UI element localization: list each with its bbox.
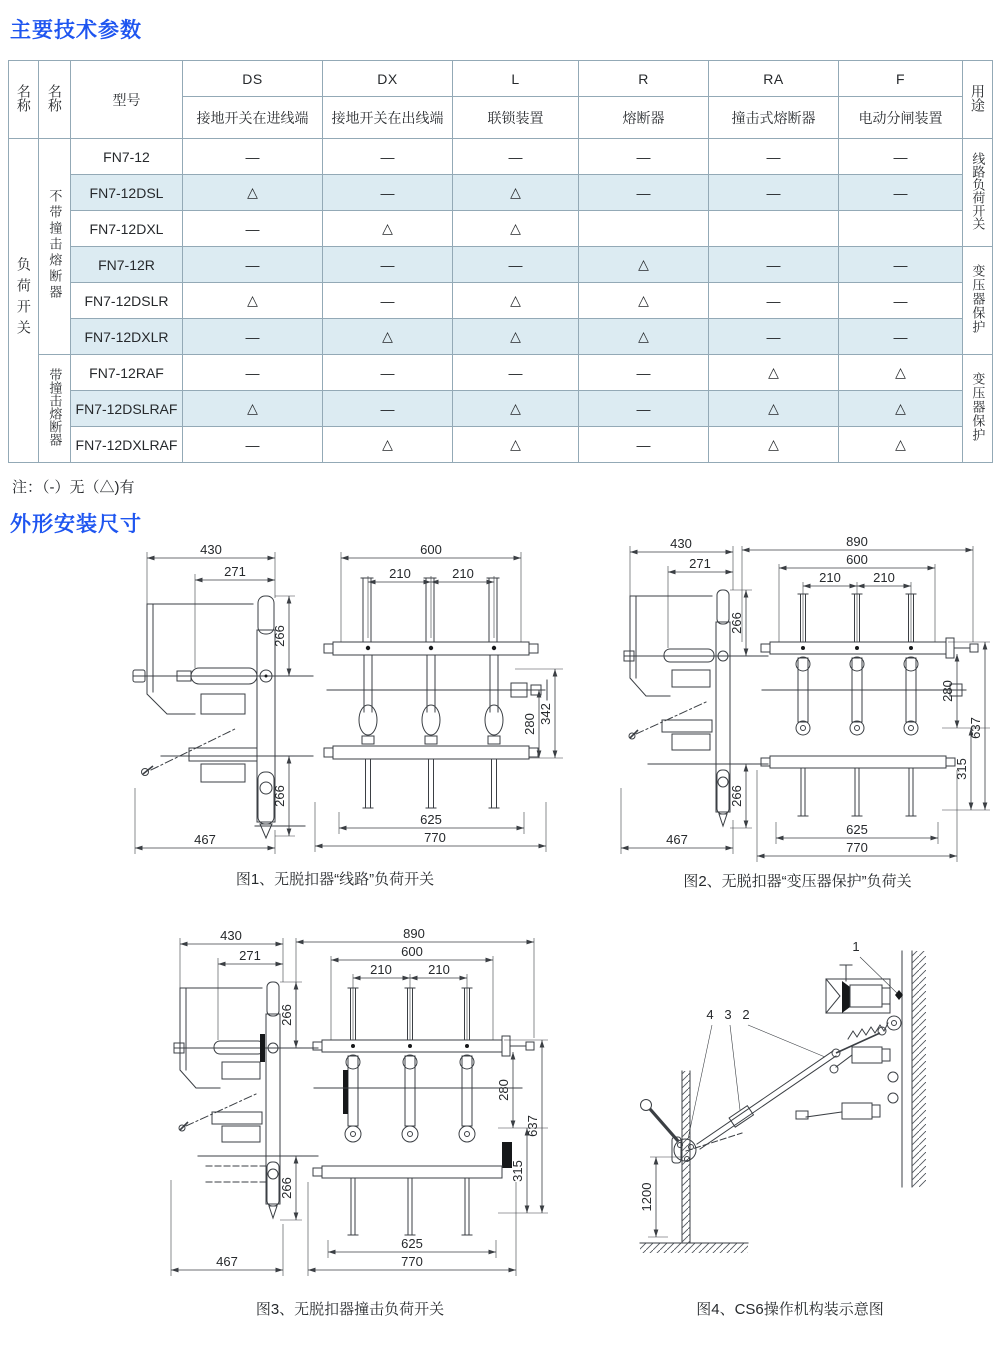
dim-625: 625 <box>420 812 442 827</box>
cell-dx: — <box>323 175 453 211</box>
table-row <box>9 427 993 463</box>
model-cell: FN7-12DXLR <box>71 319 183 355</box>
cell-ds: △ <box>183 391 323 427</box>
dim-266-upper: 266 <box>272 625 287 647</box>
dim-210-b: 210 <box>428 962 450 977</box>
figure4-drawing <box>590 935 990 1285</box>
model-cell: FN7-12DSL <box>71 175 183 211</box>
header-code-f: F <box>839 61 963 97</box>
cell-f <box>839 211 963 247</box>
header-row-codes <box>9 61 993 97</box>
dim-625: 625 <box>846 822 868 837</box>
cell-ra: △ <box>709 355 839 391</box>
header-usage: 用途 <box>963 61 993 139</box>
fig1-front-view <box>324 578 547 808</box>
figure2-caption: 图2、无脱扣器“变压器保护”负荷关 <box>683 873 912 890</box>
dim-467: 467 <box>194 832 216 847</box>
dim-266-lower: 266 <box>279 1177 294 1199</box>
header-code-r: R <box>579 61 709 97</box>
dim-280: 280 <box>940 680 955 702</box>
subgroup-without-striker: 不带撞击熔断器 <box>39 139 71 355</box>
group-label-load-switch: 负荷开关 <box>9 139 39 463</box>
figure1-drawing <box>105 542 565 860</box>
cell-l: △ <box>453 211 579 247</box>
cell-ra: — <box>709 139 839 175</box>
dim-271: 271 <box>689 556 711 571</box>
model-cell: FN7-12DXL <box>71 211 183 247</box>
cell-l: — <box>453 139 579 175</box>
subgroup-with-striker: 带撞击熔断器 <box>39 355 71 463</box>
dim-266-lower: 266 <box>729 785 744 807</box>
dim-271: 271 <box>224 564 246 579</box>
dim-467: 467 <box>666 832 688 847</box>
dim-342: 342 <box>538 703 553 725</box>
dim-210-b: 210 <box>873 570 895 585</box>
header-name-2: 名称 <box>39 61 71 139</box>
table-row <box>9 355 993 391</box>
cell-ds: — <box>183 139 323 175</box>
part-label-4: 4 <box>706 1007 714 1022</box>
cell-f: — <box>839 283 963 319</box>
dim-625: 625 <box>401 1236 423 1251</box>
cell-ra <box>709 211 839 247</box>
model-cell: FN7-12DSLRAF <box>71 391 183 427</box>
cell-ra: — <box>709 283 839 319</box>
cell-r <box>579 211 709 247</box>
cell-f: — <box>839 319 963 355</box>
header-code-ds: DS <box>183 61 323 97</box>
cell-r: △ <box>579 319 709 355</box>
cell-dx: △ <box>323 211 453 247</box>
cell-f: △ <box>839 355 963 391</box>
cell-r: — <box>579 355 709 391</box>
dim-770: 770 <box>424 830 446 845</box>
legend-note: 注：（-）无（△)有 <box>12 479 135 496</box>
cell-dx: — <box>323 355 453 391</box>
cell-ds: △ <box>183 175 323 211</box>
cell-dx: — <box>323 391 453 427</box>
dim-890: 890 <box>846 534 868 549</box>
cell-dx: — <box>323 247 453 283</box>
table-row <box>9 247 993 283</box>
header-code-l: L <box>453 61 579 97</box>
figure4-caption: 图4、CS6操作机构装示意图 <box>696 1301 884 1318</box>
fig3-dimensions <box>171 926 548 1276</box>
cell-r: △ <box>579 283 709 319</box>
dim-266-upper: 266 <box>279 1004 294 1026</box>
fig4-labels <box>639 939 903 1237</box>
cell-r: — <box>579 139 709 175</box>
part-label-2: 2 <box>742 1007 750 1022</box>
model-cell: FN7-12RAF <box>71 355 183 391</box>
cell-f: — <box>839 247 963 283</box>
cell-l: △ <box>453 427 579 463</box>
cell-ra: — <box>709 247 839 283</box>
dim-210-b: 210 <box>452 566 474 581</box>
table-row <box>9 319 993 355</box>
header-code-ra: RA <box>709 61 839 97</box>
usage-line-load-switch: 线路负荷开关 <box>963 139 993 247</box>
header-name-1: 名称 <box>9 61 39 139</box>
cell-dx: △ <box>323 427 453 463</box>
dim-637: 637 <box>968 717 983 739</box>
cell-l: — <box>453 247 579 283</box>
table-row <box>9 139 993 175</box>
table-row <box>9 175 993 211</box>
model-cell: FN7-12DXLRAF <box>71 427 183 463</box>
fig2-side-view <box>624 590 768 826</box>
cell-l: △ <box>453 175 579 211</box>
cell-ra: — <box>709 175 839 211</box>
cell-ds: — <box>183 247 323 283</box>
header-desc-r: 熔断器 <box>579 97 709 139</box>
header-desc-ds: 接地开关在进线端 <box>183 97 323 139</box>
model-cell: FN7-12R <box>71 247 183 283</box>
table-row <box>9 283 993 319</box>
dim-430: 430 <box>220 928 242 943</box>
part-label-3: 3 <box>724 1007 732 1022</box>
figure3-caption: 图3、无脱扣器撞击负荷开关 <box>255 1301 445 1318</box>
dim-600: 600 <box>420 542 442 557</box>
header-desc-f: 电动分闸装置 <box>839 97 963 139</box>
dim-266-upper: 266 <box>729 612 744 634</box>
cell-ds: — <box>183 355 323 391</box>
fig3-front-view <box>313 988 534 1235</box>
dim-315: 315 <box>954 758 969 780</box>
cell-l: △ <box>453 319 579 355</box>
fig4-switch-assembly <box>796 965 901 1119</box>
fig2-front-view <box>761 594 978 816</box>
table-row <box>9 391 993 427</box>
page-title-dimensions: 外形安装尺寸 <box>10 513 142 536</box>
dim-210-a: 210 <box>819 570 841 585</box>
dim-637: 637 <box>525 1115 540 1137</box>
cell-ds: — <box>183 211 323 247</box>
dim-600: 600 <box>401 944 423 959</box>
dim-280: 280 <box>496 1079 511 1101</box>
usage-transformer-protection-1: 变压器保护 <box>963 247 993 355</box>
dim-770: 770 <box>846 840 868 855</box>
header-desc-ra: 撞击式熔断器 <box>709 97 839 139</box>
dim-430: 430 <box>200 542 222 557</box>
dim-430: 430 <box>670 536 692 551</box>
cell-f: — <box>839 175 963 211</box>
cell-dx: — <box>323 283 453 319</box>
dim-280: 280 <box>522 713 537 735</box>
cell-l: △ <box>453 283 579 319</box>
parameters-table <box>8 60 993 463</box>
cell-l: — <box>453 355 579 391</box>
cell-f: △ <box>839 427 963 463</box>
figure1-caption: 图1、无脱扣器“线路”负荷开关 <box>235 871 435 888</box>
cell-ra: △ <box>709 427 839 463</box>
cell-ds: — <box>183 427 323 463</box>
cell-r: — <box>579 175 709 211</box>
figure2-drawing <box>600 534 995 873</box>
figure3-drawing <box>150 926 550 1295</box>
dim-1200: 1200 <box>639 1182 654 1212</box>
cell-r: △ <box>579 247 709 283</box>
cell-dx: — <box>323 139 453 175</box>
cell-ra: △ <box>709 391 839 427</box>
cell-l: △ <box>453 391 579 427</box>
dim-210-a: 210 <box>370 962 392 977</box>
fig4-post-and-lever <box>640 1027 886 1253</box>
dim-315: 315 <box>510 1160 525 1182</box>
cell-ra: — <box>709 319 839 355</box>
cell-f: — <box>839 139 963 175</box>
model-cell: FN7-12DSLR <box>71 283 183 319</box>
cell-r: — <box>579 427 709 463</box>
cell-r: — <box>579 391 709 427</box>
dim-600: 600 <box>846 552 868 567</box>
part-label-1: 1 <box>852 939 860 954</box>
cell-f: △ <box>839 391 963 427</box>
header-desc-l: 联锁装置 <box>453 97 579 139</box>
dim-271: 271 <box>239 948 261 963</box>
cell-ds: △ <box>183 283 323 319</box>
table-row <box>9 211 993 247</box>
cell-ds: — <box>183 319 323 355</box>
page-title-parameters: 主要技术参数 <box>10 19 142 42</box>
fig1-dimensions <box>135 542 563 854</box>
dim-467: 467 <box>216 1254 238 1269</box>
dim-770: 770 <box>401 1254 423 1269</box>
cell-dx: △ <box>323 319 453 355</box>
dim-266-lower: 266 <box>272 785 287 807</box>
dim-890: 890 <box>403 926 425 941</box>
usage-transformer-protection-2: 变压器保护 <box>963 355 993 463</box>
fig4-wall <box>902 951 926 1187</box>
header-code-dx: DX <box>323 61 453 97</box>
header-model: 型号 <box>71 61 183 139</box>
model-cell: FN7-12 <box>71 139 183 175</box>
header-desc-dx: 接地开关在出线端 <box>323 97 453 139</box>
dim-210-a: 210 <box>389 566 411 581</box>
